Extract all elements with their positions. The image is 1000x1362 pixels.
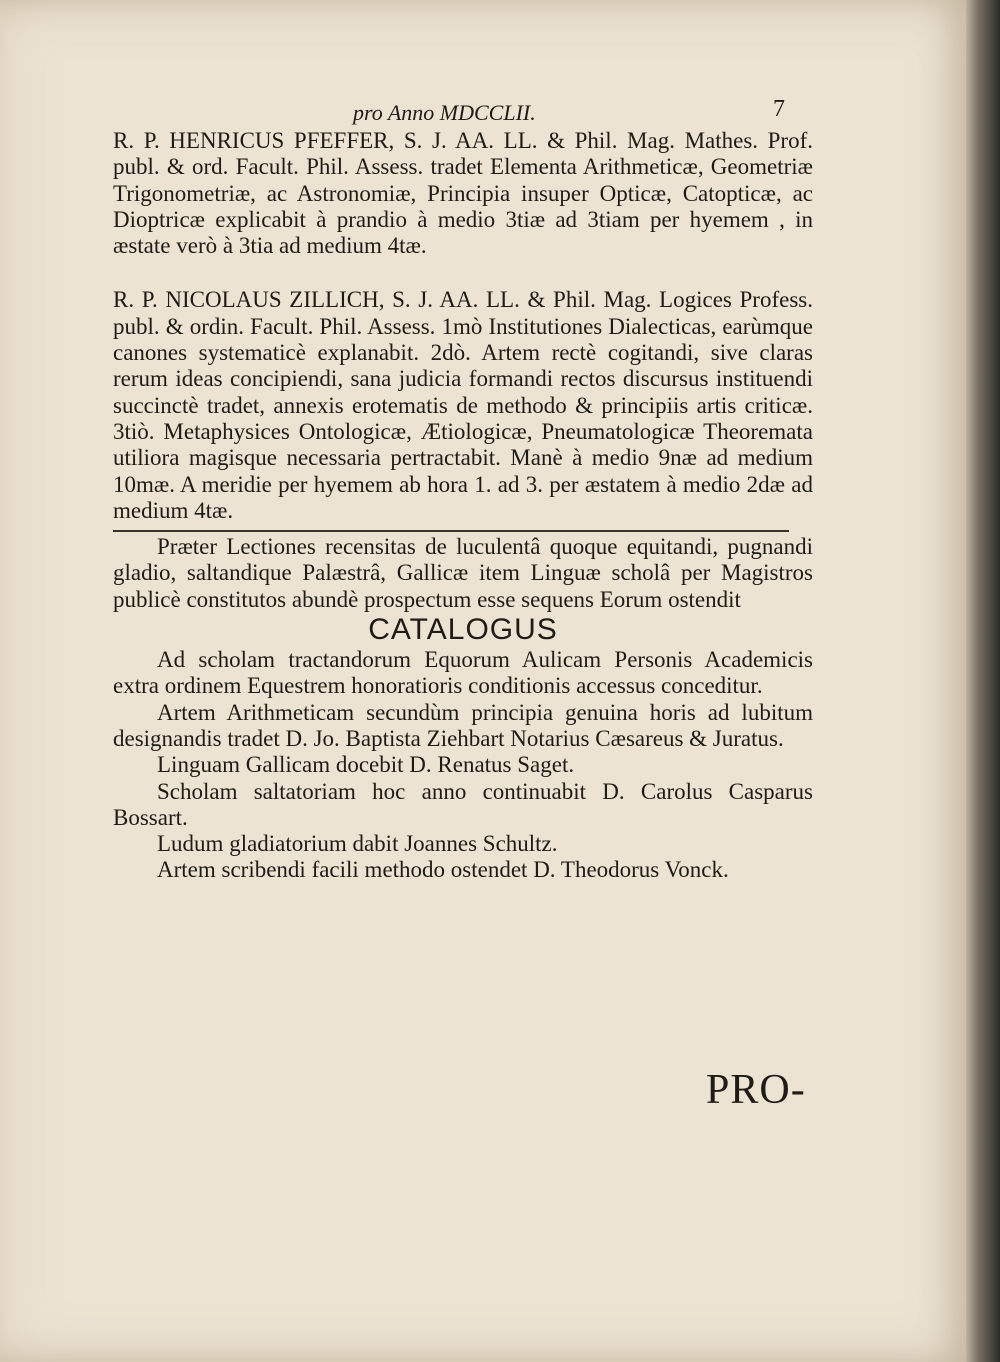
catalog-item: Scholam saltatoriam hoc anno continuabit D. Carolus Casparus Bossart.: [113, 778, 813, 830]
header: [113, 96, 813, 128]
catalog-title: CATALOGUS: [368, 613, 558, 647]
running-head: pro Anno MDCCLII.: [353, 100, 536, 125]
catchword: PRO-: [706, 1067, 806, 1113]
catalog: [113, 647, 813, 884]
divider-rule: [113, 530, 789, 532]
entry-zillich: R. P. NICOLAUS ZILLICH, S. J. AA. LL. & Phil. Mag. Logices Profess. publ. & ordin. Facult. Phil. Assess. 1mò Institutiones Dialecticas, earùmque canones systematicè explanabit. 2dò. Artem rectè cogitandi, sive claras rerum ideas concipiendi, sana judicia formandi rectos discursus instituendi succinctè tradet, annexis erotematis de methodo & principiis artis criticæ. 3tiò. Metaphysices Ontologicæ, Ætiologicæ, Pneumatologicæ Theoremata utiliora magisque necessaria pertractabit. Manè à medio 9næ ad medium 10mæ. A meridie per hyemem ab hora 1. ad 3. per æstatem à medio 2dæ ad medium 4tæ.: [113, 287, 813, 523]
entry-pfeffer: R. P. HENRICUS PFEFFER, S. J. AA. LL. & Phil. Mag. Mathes. Prof. publ. & ord. Facult. Phil. Assess. tradet Elementa Arithmeticæ, Geometriæ Trigonometriæ, ac Astronomiæ, Principia insuper Opticæ, Catopticæ, ac Dioptricæ explicabit à prandio à medio 3tiæ ad 3tiam per hyemem , in æstate verò à 3tia ad medium 4tæ.: [113, 128, 813, 259]
page-text: [113, 96, 813, 884]
page-number: 7: [773, 96, 785, 122]
catalog-item: Artem Arithmeticam secundùm principia genuina horis ad lubitum designandis tradet D. Jo. Baptista Ziehbart Notarius Cæsareus & Juratus.: [113, 699, 813, 751]
catalog-item: Ludum gladiatorium dabit Joannes Schultz.: [157, 831, 558, 857]
book-edge: [966, 0, 1000, 1362]
catalog-item: Artem scribendi facili methodo ostendet D. Theodorus Vonck.: [157, 857, 729, 883]
praeter-paragraph: Præter Lectiones recensitas de luculentâ quoque equitandi, pugnandi gladio, saltandique Palæstrâ, Gallicæ item Linguæ scholâ per Magistros publicè constitutos abundè prospectum esse sequens Eorum ostendit: [113, 534, 813, 612]
catalog-item: Ad scholam tractandorum Equorum Aulicam Personis Academicis extra ordinem Equestrem honoratioris conditionis accessus conceditur.: [113, 647, 813, 699]
catalog-item: Linguam Gallicam docebit D. Renatus Saget.: [157, 752, 575, 778]
